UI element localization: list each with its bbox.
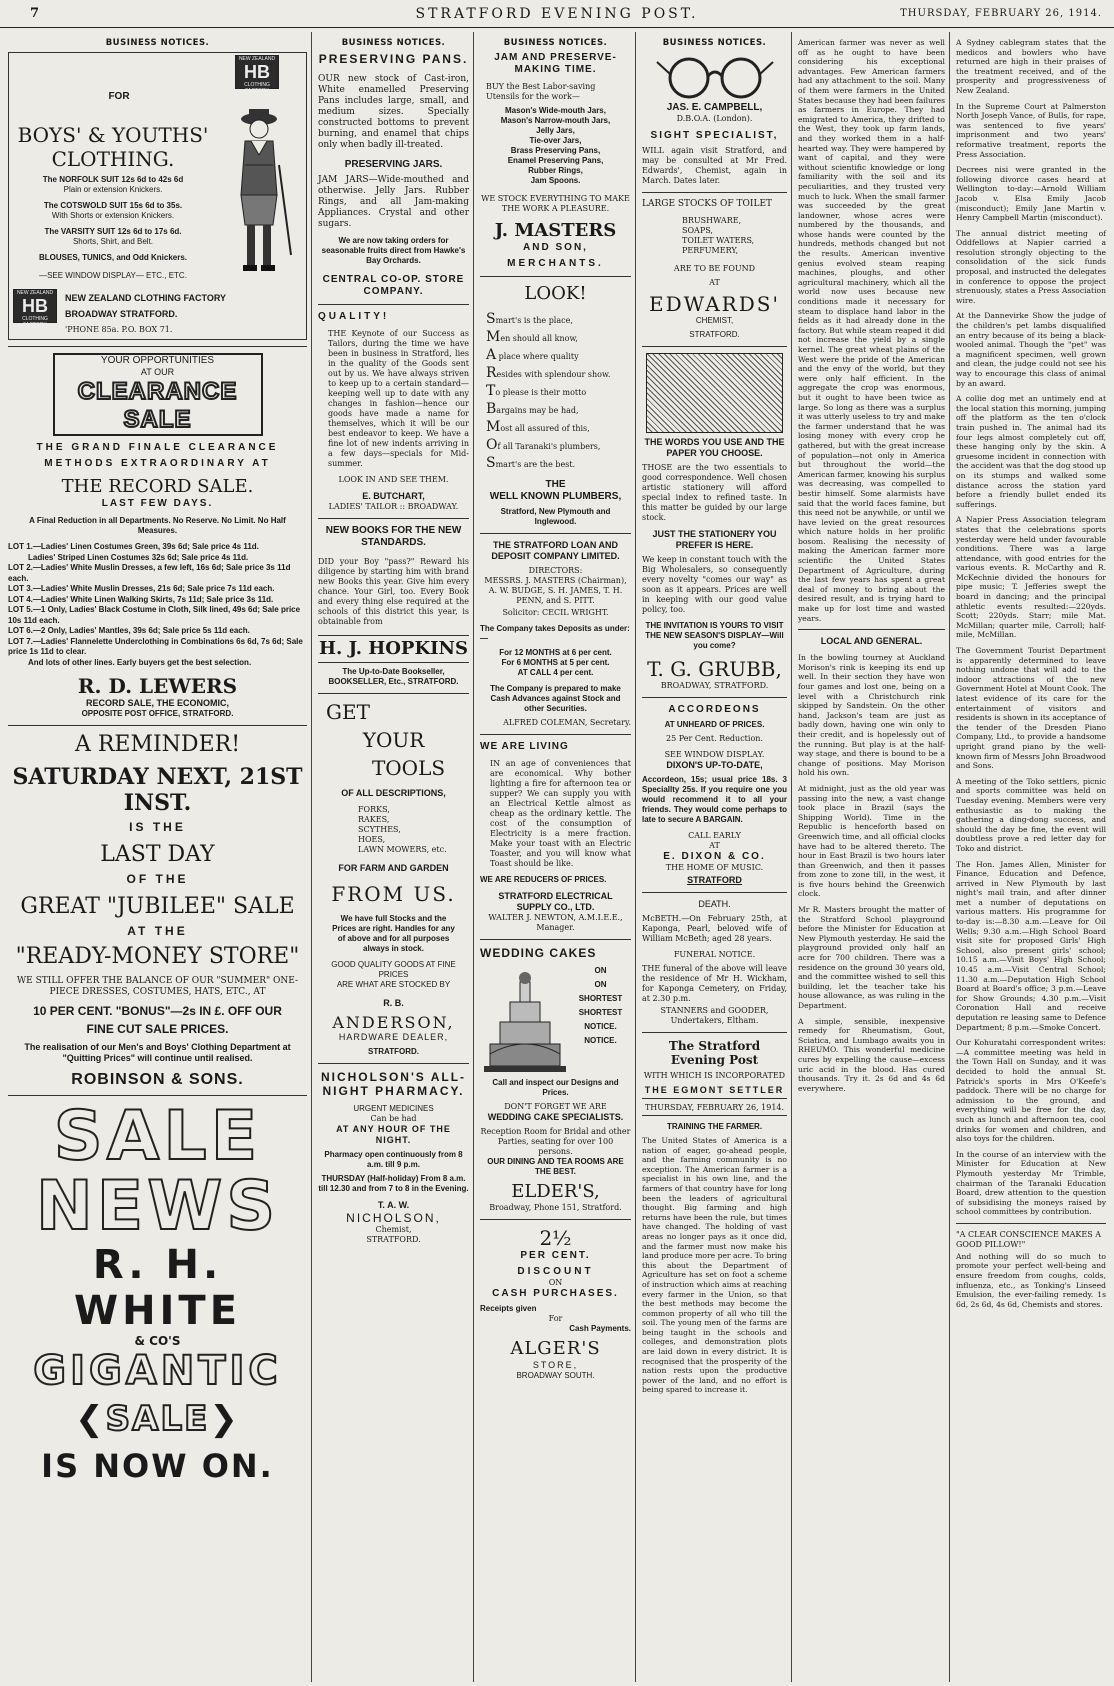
the-label: THE — [545, 479, 566, 490]
jam-item: Jam Spoons. — [530, 176, 581, 185]
any-hour: AT ANY HOUR OF THE NIGHT. — [336, 1124, 451, 1145]
column-4 — [638, 32, 792, 1682]
edwards-chemist: CHEMIST, — [695, 316, 734, 325]
tool-item: FORKS, — [358, 805, 390, 814]
factory-address: BROADWAY STRATFORD. — [65, 309, 178, 319]
words-body: THOSE are the two essentials to good correspondence. Well chosen artistic stationery will afford special index to refined taste. In this matter be guided by our large stock. — [642, 463, 787, 522]
hb-logo-icon — [235, 55, 279, 94]
good-quality: GOOD QUALITY GOODS AT FINE PRICES — [331, 960, 456, 979]
fine-cut: FINE CUT SALE PRICES. — [86, 1022, 229, 1036]
stock-everything: WE STOCK EVERYTHING TO MAKE THE WORK A PLEASURE. — [481, 194, 630, 213]
editorial-date: THURSDAY, FEBRUARY 26, 1914. — [642, 1103, 787, 1116]
smarts-acrostic: Smart's is the place, Men should all know, A place where quality Resides with splendour show. To please is their motto Bargains may be had, Most all assured of this, Of all Taranaki's plumbers, Smart's are the best. — [486, 311, 611, 471]
column-1 — [4, 32, 312, 1682]
last-day: LAST DAY — [100, 842, 215, 867]
anderson-firm: ANDERSON, — [332, 1013, 455, 1032]
campbell-credentials: D.B.O.A. (London). — [676, 114, 753, 123]
reduction: 25 Per Cent. Reduction. — [666, 734, 763, 743]
reducers: WE ARE REDUCERS OF PRICES. — [480, 875, 607, 884]
of-the: OF THE — [126, 872, 189, 886]
get-word: GET — [326, 700, 370, 724]
rh-white-firm: R. H. WHITE — [73, 1242, 242, 1334]
jars-heading: PRESERVING JARS. — [344, 159, 443, 170]
clearance-banner — [53, 353, 263, 436]
secretary: ALFRED COLEMAN, Secretary. — [503, 718, 631, 727]
bonus-line: 10 PER CENT. "BONUS"—2s IN £. OFF OUR — [33, 1004, 282, 1018]
tool-item: SCYTHES, — [358, 825, 401, 834]
news-item: At midnight, just as the old year was passing into the new, a vast change took place in Brazil (says the Shipping World). Time in the Republic is henceforth based on Greenwich time, and all official clocks have had to be altered thereto. The hour in East Brazil is two hours later than Greenwich, and then it passes from zone to zone till, in the west, it is five hours behind the Greenwich clock. — [798, 783, 946, 899]
factory-phone: 'PHONE 85a. P.O. BOX 71. — [65, 325, 173, 334]
edwards-firm: EDWARDS' — [649, 292, 780, 316]
newspaper-title: STRATFORD EVENING POST. — [415, 6, 699, 22]
at-label-2: AT — [709, 841, 720, 850]
chemist-label: Chemist, — [375, 1225, 412, 1234]
jam-item: Rubber Rings, — [528, 166, 583, 175]
linseed-emulsion-ad: And nothing will do so much to promote your perfect well-being and ensure freedom from coughs, colds, influenza, etc., as Tonking's Linseed Emulsion, the ever-failing remedy. 1s 6d, 2s 6d, 4s 6d, Chemists and stores. — [956, 1251, 1106, 1309]
news-item: A Sydney cablegram states that the medicos and bowlers who have returned are high in their praises of the treatment received, and of the prosperity and progressiveness of New Zealand. — [956, 38, 1106, 95]
hb-logo-small-icon: NEW ZEALAND HB CLOTHING FACTORY — [13, 289, 57, 323]
living-heading: WE ARE LIVING — [480, 741, 569, 752]
norfolk-suit: The NORFOLK SUIT 12s 6d to 42s 6d — [42, 175, 184, 184]
news-item: The Hon. James Allen, Minister for Finance, Education and Defence, arrived in New Plymouth by last night's mail train, and after dinner met a number of deputations on various matters. His programme for to-day is:—8.30 a.m.—Leave for Oil Wells; 9.30 a.m.—High School Board visit site for proposed Girls' High School, also present girls' school; 10.15 a.m.—Visit Boys' High School; 10.45 a.m.—Visit Central School; 11.30 a.m.—Deputation High School Board at Board's office; 3 p.m.—Leave for Show Grounds; 4.30 p.m.—Visit Coronation Hall and receive deputation re leasing same to Defence Department; 8 p.m.—Smoke Concert. — [956, 859, 1106, 1032]
look-heading: LOOK! — [524, 283, 587, 304]
wedding-cake-icon — [480, 964, 570, 1074]
lot-item: And lots of other lines. Early buyers get the best selection. — [28, 657, 252, 667]
words-heading: THE WORDS YOU USE AND THE PAPER YOU CHOOSE. — [644, 437, 785, 458]
news-item: At the Dannevirke Show the judge of the children's pet lambs disqualified an entry because of its being a black-wooled animal. Though the "pet" was a magnificent specimen, well grown and clean, the judge could not see his way to encourage this class of animal by an award. — [956, 311, 1106, 388]
on-word: ON — [548, 1278, 563, 1287]
stationery-body: We keep in constant touch with the Big Wholesalers, so consequently every novelty "comes our way" as soon as it appears. Prices are well in keeping with our good value policy, too. — [642, 555, 787, 614]
accordeon-body: Accordeon, 15s; usual price 18s. 3 Speciallty 25s. If you require one you would recommend it to all your friends. They would come perhaps to late to secure A BARGAIN. — [642, 775, 787, 824]
lot-item: LOT 6.—2 Only, Ladies' Mantles, 39s 6d; Sale price 5s 11d each. — [8, 626, 250, 635]
news-item: In the Supreme Court at Palmerston North Joseph Vance, of Bulls, for rape, was sentenced to five years' imprisonment and two years' reformative treatment, reports the Press Association. — [956, 101, 1106, 159]
wedding-cakes-heading: WEDDING CAKES — [480, 946, 597, 960]
methods-line: METHODS EXTRAORDINARY AT — [44, 458, 271, 469]
lots-list — [8, 542, 307, 668]
is-now-on: IS NOW ON. — [41, 1447, 274, 1485]
boys-clothing-ad — [8, 52, 307, 340]
electrical-company: STRATFORD ELECTRICAL SUPPLY CO., LTD. — [498, 891, 613, 912]
rb-initials: R. B. — [383, 998, 404, 1008]
butchart-address: LADIES' TAILOR :: BROADWAY. — [328, 502, 459, 511]
column-2 — [314, 32, 474, 1682]
saturday-next: SATURDAY NEXT, 21ST INST. — [12, 764, 303, 816]
hopkins-firm: H. J. HOPKINS — [318, 635, 469, 663]
dixons-up-to-date: DIXON'S UP-TO-DATE, — [666, 760, 763, 770]
for-label: FOR — [108, 91, 130, 102]
hopkins-tagline: The Up-to-Date Bookseller, — [342, 667, 445, 676]
section-heading: BUSINESS NOTICES. — [503, 38, 608, 48]
boys-ad-details — [13, 175, 213, 281]
masthead — [0, 6, 1114, 28]
and-cos: & CO'S — [134, 1334, 181, 1348]
rate-12-months: For 12 MONTHS at 6 per cent. — [499, 648, 612, 657]
lot-item: LOT 5.—1 Only, Ladies' Black Costume in Cloth, Silk lined, 49s 6d; Sale price 10s 11d each. — [8, 605, 301, 625]
sale-word-art: SALE — [53, 1097, 262, 1176]
grubb-address: BROADWAY, STRATFORD. — [660, 681, 769, 690]
farm-garden: FOR FARM AND GARDEN — [338, 863, 449, 873]
pans-heading: PRESERVING PANS. — [318, 52, 469, 66]
nicholson-town: STRATFORD. — [366, 1235, 421, 1244]
notice-side: ON ON SHORTEST SHORTEST NOTICE. NOTICE. — [578, 966, 623, 1045]
discount-word: DISCOUNT — [517, 1266, 594, 1277]
merchants: MERCHANTS. — [507, 258, 604, 269]
from-us: FROM US. — [331, 882, 456, 906]
tools-word: TOOLS — [371, 756, 446, 780]
lot-item: LOT 1.—Ladies' Linen Costumes Green, 39s 6d; Sale price 4s 11d. — [8, 542, 259, 551]
training-body: The United States of America is a nation of eager, go-ahead people, and the farming community is no exception. The American farmer is a specialist in his own line, and the farmers of that country have for long been the leaders of agricultural thought. Big farming and high returns have been the rule, but times have changed. The holding of vast areas no longer pays as it once did, and the farmer must now make his land produce more per acre. To bring this about the Department of Agriculture has set on foot a scheme of instruction which aims at reaching every farmer in the Union, so that the best methods may become the common property of all who till the soil. The young men of the farms are being taught in the schools and colleges, and demonstration plots are laid down in every district. It is recognised that the prosperity of the nation rests upon the productive power of the land, and no effort is being spared to increase it. — [642, 1136, 787, 1395]
deposits-intro: The Company takes Deposits as under:— — [480, 624, 630, 643]
loan-company: THE STRATFORD LOAN AND DEPOSIT COMPANY LIMITED. — [491, 540, 620, 561]
jam-item: Jelly Jars, — [536, 126, 575, 135]
column-3 — [476, 32, 636, 1682]
plumber-towns: Stratford, New Plymouth and Inglewood. — [500, 507, 611, 526]
discount-figure: 2½ — [539, 1226, 572, 1250]
at-label: AT — [709, 278, 720, 287]
news-item: A simple, sensible, inexpensive remedy for Rheumatism, Gout, Sciatica, and Lumbago awaits you in RHEUMO. This wonderful medicine cures by expelling the cause—excess uric acid in the blood. Has cured thousands. Try it. 2s 6d and 4s 6d everywhere. — [798, 1016, 945, 1093]
masters-firm: J. MASTERS — [494, 220, 617, 241]
butchart-firm: E. BUTCHART, — [362, 491, 425, 501]
jars-body: JAM JARS—Wide-mouthed and otherwise. Jelly Jars. Rubber Rings, and all Jam-making Appliances. Crystal and other sugars. — [318, 175, 469, 229]
home-of-music: THE HOME OF MUSIC. — [665, 863, 764, 872]
directors-label: DIRECTORS: — [528, 566, 583, 575]
thursday-hours: THURSDAY (Half-holiday) From 8 a.m. till 12.30 and from 7 to 8 in the Evening. — [318, 1174, 469, 1193]
well-known-plumbers: WELL KNOWN PLUMBERS, — [489, 491, 622, 502]
robinson-firm: ROBINSON & SONS. — [71, 1071, 244, 1088]
record-sale: THE RECORD SALE. — [61, 476, 254, 497]
column-6 — [952, 32, 1110, 1682]
ready-money-store: "READY-MONEY STORE" — [15, 944, 300, 969]
boys-clothing-heading: BOYS' & YOUTHS' CLOTHING. — [17, 123, 209, 171]
banner-main: CLEARANCE SALE — [77, 378, 238, 433]
gigantic-word: GIGANTIC — [33, 1348, 282, 1394]
for-word: For — [548, 1314, 563, 1323]
campbell-name: JAS. E. CAMPBELL, — [666, 102, 763, 113]
factory-name: NEW ZEALAND CLOTHING FACTORY — [65, 293, 226, 303]
funeral-heading: FUNERAL NOTICE. — [673, 950, 756, 959]
varsity-suit: The VARSITY SUIT 12s 6d to 17s 6d. — [44, 227, 182, 236]
toilet-item: SOAPS, — [682, 226, 713, 235]
grubb-firm: T. G. GRUBB, — [647, 657, 782, 681]
final-reduction: A Final Reduction in all Departments. No Reserve. No Limit. No Half Measures. — [29, 516, 286, 535]
cash-payments: Cash Payments. — [569, 1324, 631, 1333]
your-word: YOUR — [362, 728, 425, 752]
sale-news-ad — [8, 1097, 307, 1486]
elders-address: Broadway, Phone 151, Stratford. — [489, 1203, 622, 1212]
accordeons-heading: ACCORDEONS — [668, 704, 761, 715]
hardware-dealer: HARDWARE DEALER, — [338, 1032, 449, 1042]
editorial-masthead: The Stratford Evening Post — [668, 1039, 761, 1067]
tool-item: LAWN MOWERS, etc. — [358, 845, 447, 854]
section-heading: BUSINESS NOTICES. — [105, 38, 210, 48]
norfolk-note: Plain or extension Knickers. — [63, 185, 163, 194]
reminder-heading: A REMINDER! — [74, 732, 241, 757]
solicitor: Solicitor: CECIL WRIGHT. — [502, 608, 609, 617]
jam-item: Brass Preserving Pans, — [510, 146, 601, 155]
toilet-list — [682, 216, 787, 256]
algers-firm: ALGER'S — [510, 1338, 601, 1359]
realisation-note: The realisation of our Men's and Boys' Clothing Department at "Quitting Prices" will continue until realised. — [24, 1042, 291, 1063]
algers-store: STORE, — [532, 1360, 579, 1370]
electrical-manager: WALTER J. NEWTON, A.M.I.E.E., Manager. — [488, 913, 623, 932]
call-early: CALL EARLY — [688, 831, 741, 840]
toilet-item: PERFUMERY, — [682, 246, 739, 255]
news-item: In the course of an interview with the Minister for Education at New Plymouth yesterday Mr Trimble, chairman of the Taranaki Education Board, drew attention to the question of subsidising the moneys raised by school committees by contribution. — [956, 1149, 1106, 1217]
banner-mid: AT OUR — [140, 367, 175, 377]
clearance-sale-ad — [8, 353, 307, 719]
window-display-note: —SEE WINDOW DISPLAY— ETC., ETC. — [39, 271, 187, 280]
stocked-by: ARE WHAT ARE STOCKED BY — [336, 980, 451, 989]
cash-purchases: CASH PURCHASES. — [492, 1288, 619, 1299]
news-item: Decrees nisi were granted in the following divorce cases heard at Wellington to-day:—Arnold William Jacob v. Elsa Emily Jacob (misconduct); Emily Jane Martin v. Henry Campbell Martin (misconduct). — [956, 165, 1106, 223]
logo-bottom-text: CLOTHING FACTORY — [244, 82, 270, 94]
jam-intro: BUY the Best Labor-saving Utensils for the work— — [486, 82, 596, 101]
jam-item: Mason's Narrow-mouth Jars, — [500, 116, 611, 125]
news-item: The Government Tourist Department is apparently determined to leave nothing undone that will add to the indoor attractions of the new Government Hotel at Mount Cook. The latest evidence of its care for the entertainment of visitors and residents is shown in its acceptance of the tender of the Dresden Piano Company, Ltd., to provide a handsome upright grand piano by the well-known firm of Messrs John Broadwood and Sons. — [956, 646, 1106, 771]
grand-finale: THE GRAND FINALE CLEARANCE — [36, 442, 279, 453]
fruit-orders: We are now taking orders for seasonable fruits direct from Hawke's Bay Orchards. — [321, 236, 466, 265]
local-general-heading: LOCAL AND GENERAL. — [820, 636, 923, 647]
news-item: A collie dog met an untimely end at the local station this morning, jumping off the platform as the ten o'clock train pushed in. The animal had its four legs almost completely cut off, these hanging only by the skin. A gruesome incident in connection with the accident was that the dog stood up on its stumps and walked some distance across the station yard before a friendly bullet ended its sufferings. — [956, 394, 1106, 509]
dixon-firm: E. DIXON & CO. — [663, 851, 766, 862]
sight-body: WILL again visit Stratford, and may be consulted at Mr Fred. Edwards', Chemist, again in March. Dates later. — [642, 146, 787, 185]
boy-figure-icon — [215, 105, 299, 285]
found-at: ARE TO BE FOUND — [673, 264, 756, 273]
can-be-had: Can be had — [370, 1114, 417, 1123]
spectacles-icon — [642, 52, 787, 102]
pans-body: OUR new stock of Cast-iron, White enamelled Preserving Pans includes large, small, and medium sizes. Specially constructed bottoms to prevent burning, and enamel that chips only when badly ill-treated. — [318, 74, 469, 150]
news-word-art: NEWS — [35, 1167, 280, 1246]
lot-item: Ladies' Striped Linen Costumes 32s 6d; Sale price 4s 11d. — [28, 552, 249, 562]
stationery-heading: JUST THE STATIONERY YOU PREFER IS HERE. — [652, 529, 777, 550]
dining-rooms: OUR DINING AND TEA ROOMS ARE THE BEST. — [487, 1157, 624, 1176]
hopkins-address: BOOKSELLER, Etc., STRATFORD. — [328, 677, 459, 686]
summer-offer: WE STILL OFFER THE BALANCE OF OUR "SUMMER" ONE-PIECE DRESSES, COSTUMES, HATS, ETC., AT — [16, 976, 299, 997]
reminder-ad — [8, 732, 307, 1089]
sale-ornament: ❮SALE❯ — [75, 1399, 240, 1439]
toilet-item: BRUSHWARE, — [682, 216, 742, 225]
varsity-note: Shorts, Shirt, and Belt. — [72, 237, 154, 246]
dixon-town: STRATFORD — [687, 875, 742, 885]
is-the: IS THE — [129, 820, 186, 834]
section-heading: BUSINESS NOTICES. — [341, 38, 446, 48]
logo-mark-text: HB — [244, 62, 270, 82]
receipts-given: Receipts given — [480, 1304, 537, 1313]
lot-item: LOT 3.—Ladies' White Muslin Dresses, 21s 6d; Sale price 7s 11d each. — [8, 584, 275, 593]
coop-store: CENTRAL CO-OP. STORE COMPANY. — [322, 274, 465, 297]
books-body: DID your Boy "pass?" Reward his diligence by starting him with brand new Books this year. Give him every chance. Your Girl, too. Every Book and every thing else required at the schools of this district this year, is obtainable from — [318, 557, 469, 626]
news-item: A meeting of the Toko settlers, picnic and sports committee was held on Tuesday evening. Members were very enthusiastic as to making the gathering a ding-dong success, and should the day be fine, the event will doubtless prove a red letter day for Toko and district. — [956, 776, 1106, 853]
funeral-notice: THE funeral of the above will leave the residence of Mr H. Wickham, for Kaponga Cemetery, on Friday, at 2.30 p.m. — [642, 964, 787, 1003]
at-the: AT THE — [127, 924, 188, 938]
anderson-town: STRATFORD. — [368, 1047, 419, 1056]
page-number: 7 — [30, 6, 40, 21]
section-heading: BUSINESS NOTICES. — [662, 38, 767, 48]
deposit-rates — [480, 648, 631, 678]
undertakers: STANNERS and GOODER, Undertakers, Eltham. — [660, 1006, 769, 1025]
banner-top: YOUR OPPORTUNITIES — [100, 355, 215, 366]
logo-top-text: NEW ZEALAND — [238, 56, 276, 62]
tool-item: HOES, — [358, 835, 386, 844]
quality-body: THE Keynote of our Success as Tailors, during the time we have been in business in Stratford, lies in the quality of the Goods sent out by us. We have always striven to keep up to a certain standard—keeping well up to date with any changes in fashion—hence our goods have made a name for themselves, which it will be our best endeavor to keep. We have a fine lot of new indents arriving in a few days—specials for Mid-summer. — [328, 329, 469, 468]
living-body: IN an age of conveniences that are economical. Why bother lighting a fire for afternoon tea or supper? We can supply you with an Electrical Kettle almost as cheap as the ordinary kettle. The cost of the consumption of Electricity is a mere fraction. Make your toast with an Electric Toaster, and you will know what Toast should be like. — [490, 759, 631, 868]
egmont-settler: THE EGMONT SETTLER — [642, 1085, 787, 1099]
quality-heading: QUALITY! — [318, 311, 390, 322]
jam-item: Enamel Preserving Pans, — [507, 156, 604, 165]
pharmacy-hours: Pharmacy open continuously from 8 a.m. till 9 p.m. — [324, 1150, 463, 1169]
rate-call: AT CALL 4 per cent. — [517, 668, 594, 677]
lewers-tagline: RECORD SALE, THE ECONOMIC, — [85, 698, 229, 708]
directors-list: MESSRS. J. MASTERS (Chairman), A. W. BUDGE, S. H. JAMES, T. H. PENN, and S. PITT. — [484, 576, 627, 605]
news-item: The annual district meeting of Oddfellows at Napier carried a resolution strongly objecting to the consolidation of the sick funds proposal, and instructed the delegates in conference to oppose the project strenuously, states a Press Association wire. — [956, 228, 1106, 305]
tools-list — [358, 805, 469, 855]
cash-advances: The Company is prepared to make Cash Advances against Stock and other Securities. — [490, 684, 621, 713]
news-item: In the bowling tourney at Auckland Morison's rink is keeping its end up well. In their section they have won four games and lost one, being on a level with a Christchurch rink skipped by Sandstein. On the other hand, Jackson's team are just as badly down, having one win only to their credit, and is hopelessly out of the running. But play is at the half-way stage, and there is bound to be a change of positions. May Morison hold his own. — [798, 653, 945, 778]
issue-date: THURSDAY, FEBRUARY 26, 1914. — [900, 8, 1102, 19]
books-heading: NEW BOOKS FOR THE NEW STANDARDS. — [325, 525, 462, 548]
elders-firm: ELDER'S, — [511, 1181, 600, 1202]
blouses-line: BLOUSES, TUNICS, and Odd Knickers. — [38, 253, 188, 262]
cake-specialists: WEDDING CAKE SPECIALISTS. — [487, 1112, 624, 1122]
lot-item: LOT 2.—Ladies' White Muslin Dresses, a few left, 16s 6d; Sale price 3s 11d each. — [8, 563, 291, 583]
news-item: A Napier Press Association telegram states that the celebrations sports yesterday were held under favourable conditions. There was a large attendance, with good entries for the various events. R. McCarthy and R. McKechnie divided the honours for pipe music; T. Jefferies swept the board in dancing; and the principal athletic events resulted:—220yds. Scott; 220yds. Starr; mile Mat. McMillan; quarter mile, Carroll; half-mile, McMillan. — [956, 515, 1106, 640]
cotswold-suit: The COTSWOLD SUIT 15s 6d to 35s. — [43, 201, 183, 210]
full-stocks: We have full Stocks and the Prices are right. Handles for any of above and for all purposes always in stock. — [332, 914, 455, 953]
look-in: LOOK IN AND SEE THEM. — [338, 475, 449, 484]
lot-item: LOT 4.—Ladies' White Linen Walking Skirts, 7s 11d; Sale price 3s 11d. — [8, 594, 274, 604]
jam-item: Tie-over Jars, — [529, 136, 582, 145]
wedding-cake-block — [480, 964, 631, 1074]
jam-list — [480, 106, 631, 186]
sale-word: SALE — [105, 1399, 210, 1439]
incorporated-label: WITH WHICH IS INCORPORATED — [643, 1071, 786, 1080]
per-cent: PER CENT. — [520, 1250, 591, 1261]
toilet-heading: LARGE STOCKS OF TOILET — [642, 199, 773, 209]
death-heading: DEATH. — [698, 899, 731, 909]
edwards-town: STRATFORD. — [689, 330, 740, 339]
news-item: Mr R. Masters brought the matter of the Stratford School playground before the Minister for Education at New Plymouth yesterday. He said the playground provided only half an acre for 700 children. There was a residence on the ground 30 years old, and the committee wished to sell this building, let the teacher take his house allowance, as was ruling in the Department. — [798, 905, 945, 1010]
unheard-prices: AT UNHEARD OF PRICES. — [664, 720, 765, 729]
window-display: SEE WINDOW DISPLAY. — [664, 750, 765, 759]
algers-address: BROADWAY SOUTH. — [516, 1371, 595, 1380]
sight-specialist: SIGHT SPECIALIST, — [650, 130, 779, 141]
invitation: THE INVITATION IS YOURS TO VISIT THE NEW SEASON'S DISPLAY—Will you come? — [645, 621, 784, 650]
all-descriptions: OF ALL DESCRIPTIONS, — [341, 788, 446, 798]
news-item: Our Kohuratahi correspondent writes:—A committee meeting was held in the Town Hall on Sunday, and it was decided to hold the annual St. Patrick's sports in Mrs O'Keefe's paddock. There will be no charge for admission to the ground, and everything will be free for the day, such as lunch and afternoon tea, cool drinks for women and children, and also toys for the children. — [956, 1038, 1106, 1144]
last-few-days: LAST FEW DAYS. — [101, 498, 214, 509]
tool-item: RAKES, — [358, 815, 390, 824]
stationery-illustration-icon — [646, 353, 783, 433]
pharmacy-heading: NICHOLSON'S ALL-NIGHT PHARMACY. — [320, 1070, 467, 1098]
column-5 — [794, 32, 950, 1682]
rate-6-months: For 6 MONTHS at 5 per cent. — [501, 658, 610, 667]
clear-conscience-heading: "A CLEAR CONSCIENCE MAKES A GOOD PILLOW!" — [956, 1229, 1101, 1249]
toilet-item: TOILET WATERS, — [682, 236, 755, 245]
inspect-designs: Call and inspect our Designs and Prices. — [492, 1078, 619, 1097]
taw-initials: T. A. W. — [377, 1200, 410, 1210]
training-heading: TRAINING THE FARMER. — [666, 1122, 763, 1131]
lot-item: LOT 7.—Ladies' Flannelette Underclothing in Combinations 6s 6d, 7s 6d; Sale price 1s 11d to clear. — [8, 636, 303, 656]
lewers-firm: R. D. LEWERS — [77, 674, 238, 698]
nicholson-firm: NICHOLSON, — [346, 1211, 441, 1225]
jubilee-sale: GREAT "JUBILEE" SALE — [20, 894, 295, 919]
jam-heading: JAM AND PRESERVE-MAKING TIME. — [494, 52, 617, 75]
death-notice: McBETH.—On February 25th, at Kaponga, Pearl, beloved wife of William McBeth; aged 28 years. — [642, 914, 787, 943]
and-son: AND SON, — [523, 242, 588, 253]
urgent-medicines: URGENT MEDICINES — [353, 1104, 434, 1113]
farmer-article-body: American farmer was never as well off as he ought to have been considering his exceptional advantages. Few American farmers had any attachment to the soil. Many of them were farmers in the United States because they had been failures as farmers in Europe. They had emigrated to America, they drifted to the West, they took up farm lands, and they worked them in a half-hearted way. They were hampered by want of capital, and they were without scientific knowledge or long familiarity with the soil and its peculiarities, and they trusted very much to luck. When the small farmer was succeeded by the great landowner, whose acres were numbered by the thousands, and whose hands were counted by the hundreds, methods changed but not the results. American inventive genius evolved steam reaping machines, ploughs, and other agricultural machinery, which all the world now uses because new conditions made it necessary for steam to displace hand labor in the fields as it had already done in the factory. But while steam reaped it did not increase the yield by a single kernel. The great wheat plains of the West were the pride of the American and the envy of the world, but they were only half efficient. In the aggregate the crop was enormous, but it ought to have been twice as large. So long as there was a surplus it was utterly useless to try and make the farmer understand that he was losing money with every crop he gathered, but with the great increase of population—not only in America but throughout the world—the American farmer, knowing his surplus was decreasing, was compelled to bestir himself. Some alarmists have said that the world faces famine, but this need not be anywhile, or until we have levied on the great resources which nature holds in her prolific bosom. Realising the necessity of making the American farmer more scientific the United States Department of Agriculture, during the last few years has spent a great deal of money to bring about the desired result, and is trying hard to make up for lost time and wasted years. — [798, 38, 945, 623]
jam-item: Mason's Wide-mouth Jars, — [505, 106, 606, 115]
lewers-address: OPPOSITE POST OFFICE, STRATFORD. — [81, 709, 234, 718]
reception-room: Reception Room for Bridal and other Parties, seating for over 100 persons. — [480, 1127, 631, 1156]
dont-forget: DON'T FORGET WE ARE — [504, 1102, 607, 1111]
cotswold-note: With Shorts or extension Knickers. — [51, 211, 175, 220]
